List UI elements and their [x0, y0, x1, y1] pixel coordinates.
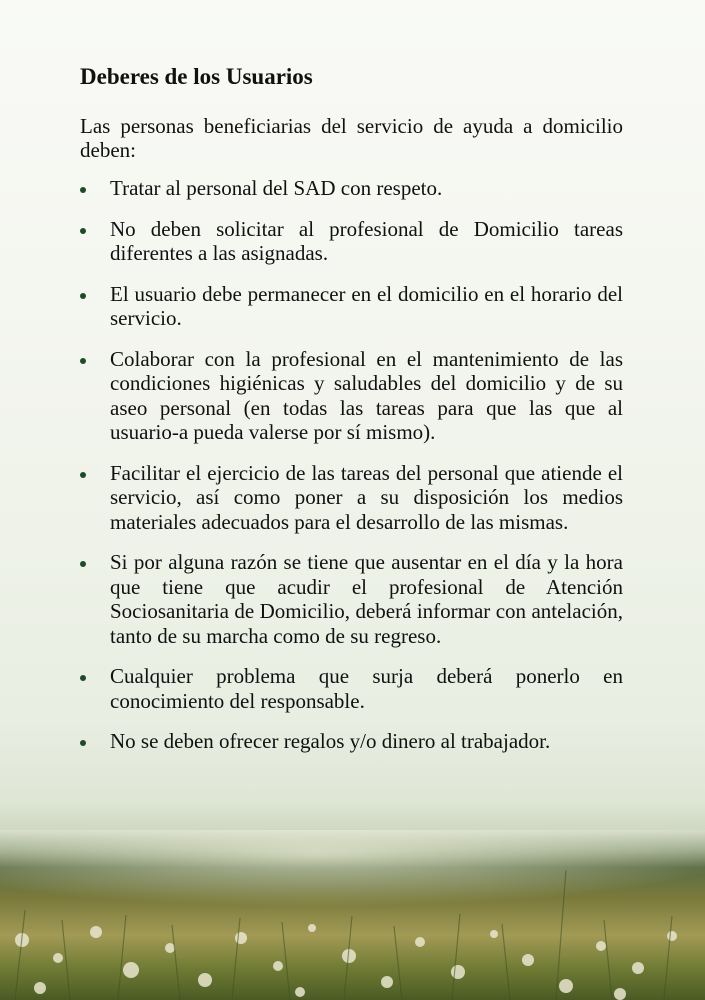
bullet-icon — [80, 358, 86, 364]
list-item-text: Cualquier problema que surja deberá ponerlo en conocimiento del responsable. — [110, 664, 623, 713]
list-item-text: No se deben ofrecer regalos y/o dinero al trabajador. — [110, 729, 551, 753]
list-item-text: Tratar al personal del SAD con respeto. — [110, 176, 443, 200]
bullet-icon — [80, 740, 86, 746]
list-item — [80, 550, 623, 648]
list-item-text: Colaborar con la profesional en el mantenimiento de las condiciones higiénicas y saludables del domicilio y de su aseo personal (en todas las tareas para que las que al usuario-a pueda valerse por sí mismo). — [110, 346, 623, 444]
list-item-text: Si por alguna razón se tiene que ausentar en el día y la hora que tiene que acudir el profesional de Atención Sociosanitaria de Domicilio, deberá informar con antelación, tanto de su marcha como de su regreso. — [110, 550, 623, 648]
list-item — [80, 664, 623, 713]
bullet-icon — [80, 293, 86, 299]
duties-list — [80, 176, 623, 754]
intro-paragraph: Las personas beneficiarias del servicio de ayuda a domicilio deben: — [80, 114, 623, 162]
list-item — [80, 282, 623, 331]
bullet-icon — [80, 561, 86, 567]
bullet-icon — [80, 675, 86, 681]
bullet-icon — [80, 472, 86, 478]
meadow-illustration — [0, 830, 705, 1000]
document-body — [80, 62, 623, 770]
list-item-text: No deben solicitar al profesional de Domicilio tareas diferentes a las asignadas. — [110, 216, 623, 265]
list-item-text: Facilitar el ejercicio de las tareas del personal que atiende el servicio, así como poner a su disposición los medios materiales adecuados para el desarrollo de las mismas. — [110, 460, 623, 534]
bullet-icon — [80, 187, 86, 193]
list-item — [80, 217, 623, 266]
list-item — [80, 176, 623, 201]
bullet-icon — [80, 228, 86, 234]
meadow-background-image — [0, 830, 705, 1000]
list-item-text: El usuario debe permanecer en el domicilio en el horario del servicio. — [110, 281, 623, 330]
list-item — [80, 347, 623, 445]
list-item — [80, 461, 623, 535]
list-item — [80, 729, 623, 754]
page-title: Deberes de los Usuarios — [80, 64, 313, 89]
